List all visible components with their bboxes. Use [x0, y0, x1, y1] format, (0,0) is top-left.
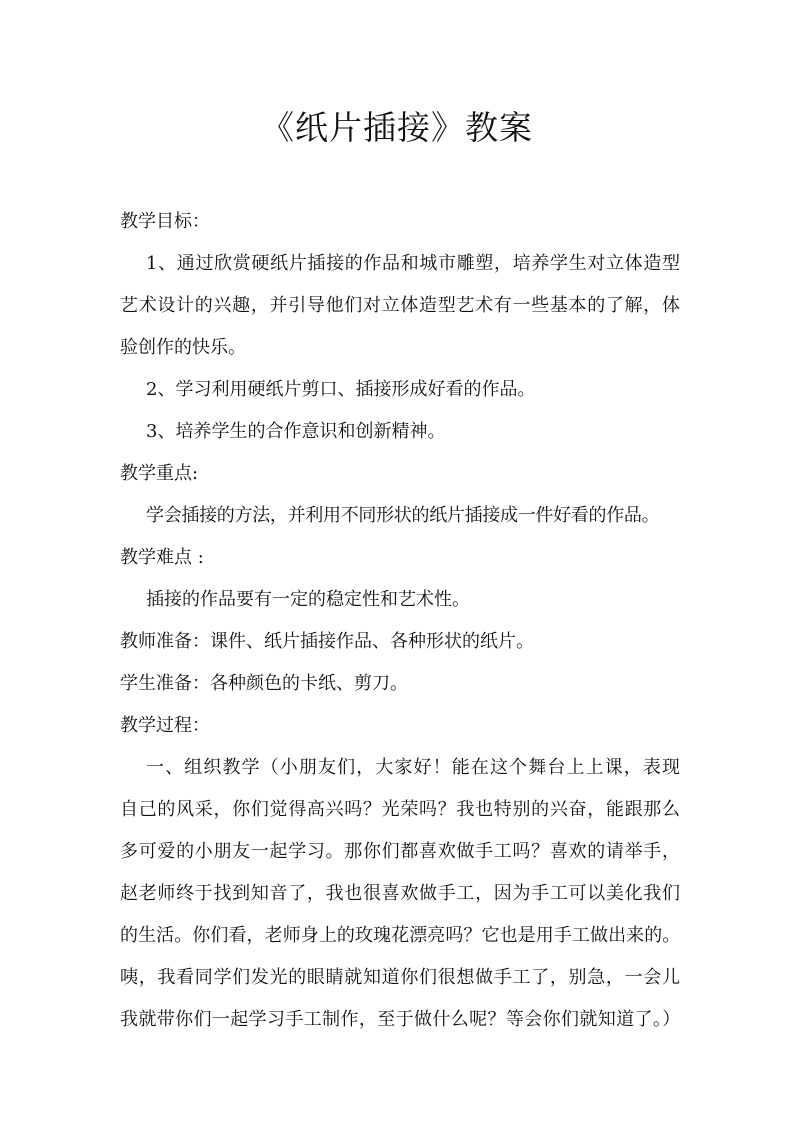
teacher-preparation: 教师准备：课件、纸片插接作品、各种形状的纸片。: [120, 631, 534, 652]
objective-1-line-3: 验创作的快乐。: [120, 337, 246, 358]
process-paragraph-line-3: 多可爱的小朋友一起学习。那你们都喜欢做手工吗？喜欢的请举手，: [120, 841, 680, 862]
section-heading-key-points: 教学重点:: [120, 463, 199, 484]
process-paragraph-line-7: 我就带你们一起学习手工制作，至于做什么呢？等会你们就知道了。）: [120, 1009, 680, 1030]
student-preparation: 学生准备：各种颜色的卡纸、剪刀。: [120, 673, 408, 694]
process-paragraph-line-6: 咦，我看同学们发光的眼睛就知道你们很想做手工了，别急，一会儿: [120, 967, 680, 988]
process-paragraph-line-1: 一、组织教学（小朋友们，大家好！能在这个舞台上上课，表现: [146, 757, 680, 778]
section-heading-objectives: 教学目标：: [120, 211, 210, 232]
difficulties-text: 插接的作品要有一定的稳定性和艺术性。: [146, 589, 470, 610]
section-heading-difficulties: 教学难点 :: [120, 547, 204, 568]
objective-1-line-1: 1、通过欣赏硬纸片插接的作品和城市雕塑，培养学生对立体造型: [146, 253, 680, 274]
objective-3: 3、培养学生的合作意识和创新精神。: [146, 421, 446, 442]
process-paragraph-line-4: 赵老师终于找到知音了，我也很喜欢做手工，因为手工可以美化我们: [120, 883, 680, 904]
document-title: 《纸片插接》教案: [261, 108, 533, 147]
objective-2: 2、学习利用硬纸片剪口、插接形成好看的作品。: [146, 379, 536, 400]
process-paragraph-line-2: 自己的风采，你们觉得高兴吗？光荣吗？我也特别的兴奋，能跟那么: [120, 799, 680, 820]
objective-1-line-2: 艺术设计的兴趣，并引导他们对立体造型艺术有一些基本的了解，体: [120, 295, 680, 316]
process-paragraph-line-5: 的生活。你们看，老师身上的玫瑰花漂亮吗？它也是用手工做出来的。: [120, 925, 680, 946]
section-heading-process: 教学过程：: [120, 715, 210, 736]
key-points-text: 学会插接的方法，并利用不同形状的纸片插接成一件好看的作品。: [146, 505, 660, 526]
